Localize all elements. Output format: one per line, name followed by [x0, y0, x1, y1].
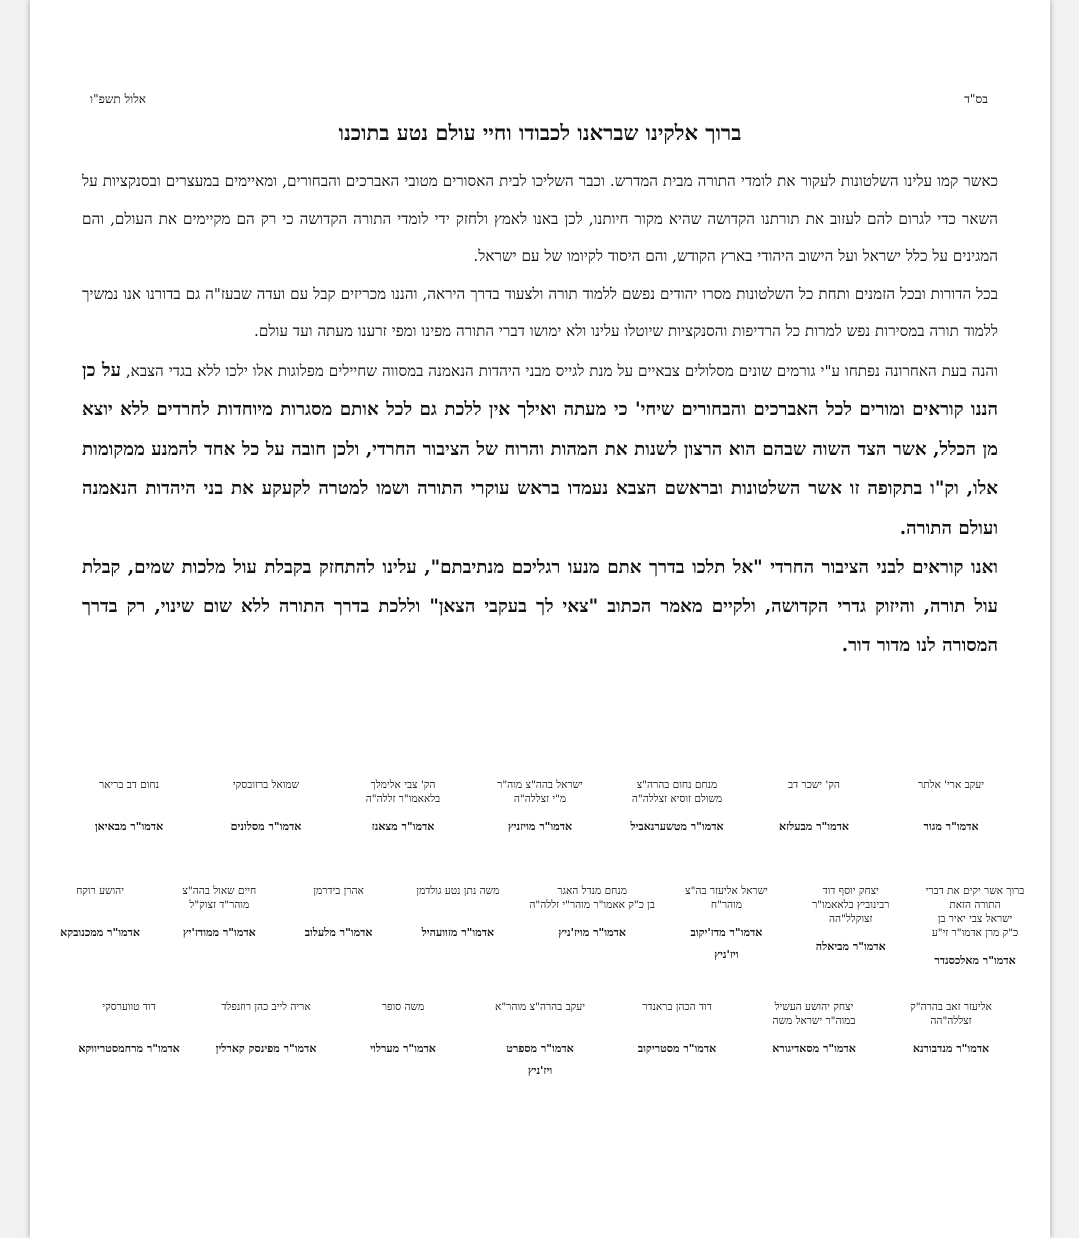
signer-name: יצחק יהושע העשיל במוה"ר ישראל משה	[772, 1001, 856, 1027]
signature-row-2	[50, 884, 1030, 972]
signature	[403, 884, 513, 972]
signature	[920, 884, 1030, 972]
signer-title: אדמו"ר מגור	[923, 820, 979, 833]
signer-title: אדמו"ר מערלוי	[370, 1042, 436, 1055]
paragraph-4: ואנו קוראים לבני הציבור החרדי "אל תלכו בדרך אתם מנעו רגליכם מנתיבתם", עלינו להתחזק בקבלת עול מלכות שמים, קבלת עול תורה, והיזוק גדרי הקדושה, ולקיים מאמר הכתוב "צאי לך בעקבי הצאן" וללכת בדרך התורה ללא שום שינוי, רק בדרך המסורה לנו מדור דור.	[82, 557, 998, 656]
signer-title: אדמו"ר מסאדיגורא	[772, 1042, 856, 1055]
signer-name: אריה לייב כהן רוזנפלד	[221, 1001, 311, 1013]
signer-name: יעקב ארי' אלתר	[918, 779, 984, 791]
paragraph-1: כאשר קמו עלינו השלטונות לעקור את לומדי התורה מבית המדרש. וכבר השליכו לבית האסורים מטובי האברכים והבחורים, ומאיימים במעצרים ובסנקציות על השאר כדי לגרום להם לעזוב את תורתנו הקדושה שהיא מקור חיותנו, לכן באנו לאמץ ולחזק ידי לומדי התורה הקדושה כי רק הם מקיימים את העולם, והם המגינים על כלל ישראל ועל הישוב היהודי בארץ הקודש, והם היסוד לקיומו של עם ישראל.	[82, 172, 998, 265]
signer-title: אדמו"ר מרחמסטריווקא	[78, 1042, 180, 1055]
signature	[164, 884, 274, 972]
signer-title: אדמו"ר מדז'יקוב ויז'ניץ	[690, 926, 763, 961]
signer-name: אליעזר זאב בהרה"ק זצללה"הה	[910, 1001, 992, 1027]
signer-name: ברוך אשר יקים את דברי התורה הזאת ישראל צבי יאיר בן כ"ק מרן אדמו"ר זי"ע	[925, 885, 1025, 939]
paragraph-2: בכל הדורות ובכל הזמנים ותחת כל השלטונות מסרו יהודים נפשם ללמוד תורה ולצעוד בדרך היראה, והננו מכריזים קבל עם ועדה שבעז"ה גם בדורנו אנו נמשיך ללמוד תורה במסירות נפש למרות כל הרדיפות והסנקציות שיוטלו עלינו ולא ימושו דברי התורה מפינו ומפי זרענו מעתה ועד עולם.	[82, 284, 998, 340]
signer-title: אדמו"ר מבעלזא	[779, 820, 849, 833]
header-date: אלול תשפ"ו	[90, 92, 147, 106]
signer-title: אדמו"ר מביאלה	[815, 940, 886, 953]
signer-name: ישראל אליעזר בה"צ מוהר"ח	[685, 885, 768, 911]
signer-title: אדמו"ר מסטריקוב	[637, 1042, 717, 1055]
document-title: ברוך אלקינו שבראנו לכבודו וחיי עולם נטע בתוכנו	[338, 120, 742, 145]
signature-row-1	[70, 778, 1010, 838]
signer-title: אדמו"ר מזוועהיל	[421, 926, 495, 939]
signature	[50, 884, 150, 972]
signer-title: אדמו"ר מטשערנאביל	[630, 820, 724, 833]
paragraph-3	[82, 351, 998, 549]
signer-name: יהושע רוקח	[76, 885, 124, 897]
signature	[344, 778, 462, 838]
header-bsd: בס"ד	[964, 92, 988, 106]
signer-title: אדמו"ר מסלונים	[230, 820, 302, 833]
signer-name: משה סופר	[381, 1001, 425, 1013]
signature	[481, 1000, 599, 1082]
signer-name: מנחם מנדל האגר בן כ"ק אאמו"ר מוהר"י זללה"ה	[529, 885, 655, 911]
signer-title: אדמו"ר מויז'ניץ	[558, 926, 626, 939]
signature-row-3	[70, 1000, 1010, 1082]
signer-name: חיים שאול בהה"צ מוהר"ד זצוק"ל	[182, 885, 257, 911]
signature	[481, 778, 599, 838]
signer-name: אהרן בידרמן	[313, 885, 364, 897]
paragraph-3-emphasis: על כן הננו קוראים ומורים לכל האברכים והבחורים שיחי' כי מעתה ואילך אין ללכת גם לכל אותם מסגרות מיוחדות לחרדים ללא יוצא מן הכלל, אשר הצד השוה שבהם הוא הרצון לשנות את המהות והרוח של הציבור החרדי, ולכן חובה על כל אחד להמנע ממקומות אלו, וק"ו בתקופה זו אשר השלטונות ובראשם הצבא נעמדו בראש עוקרי התורה ושמו למטרה לקעקע את בני היהדות הנאמנה ועולם התורה.	[82, 359, 998, 539]
signature	[527, 884, 657, 972]
signature	[618, 1000, 736, 1082]
signature	[755, 1000, 873, 1082]
paragraph-3-intro: והנה בעת האחרונה נפתחו ע"י גורמים שונים מסלולים צבאיים על מנת לגייס מבני היהדות הנאמנה במסווה שחיילים מפלוגות אלו ילכו ללא בגדי הצבא,	[125, 361, 998, 380]
signature	[207, 1000, 325, 1082]
signer-title: אדמו"ר מפינסק קארלין	[215, 1042, 317, 1055]
signature	[207, 778, 325, 838]
signer-title: אדמו"ר ממכנובקא	[60, 926, 140, 939]
signer-name: שמואל ברזובסקי	[232, 779, 300, 791]
signer-title: אדמו"ר מבאיאן	[94, 820, 164, 833]
signature	[892, 778, 1010, 838]
signature	[70, 1000, 188, 1082]
signer-name: ישראל בהה"צ מוה"ר מ"י זצללה"ה	[497, 779, 583, 805]
document-page	[30, 0, 1050, 1238]
signer-name: הק' צבי אלימלך בלאאמו"ר זללה"ה	[365, 779, 441, 805]
signer-name: יצחק יוסף דוד רבינוביץ בלאאמו"ר זצוקלל"הה	[812, 885, 890, 925]
signature	[796, 884, 906, 972]
signer-title: אדמו"ר מויזניץ	[507, 820, 573, 833]
signer-title: אדמו"ר מספרט ויז'ניץ	[506, 1042, 574, 1077]
signer-name: דוד טווערסקי	[102, 1001, 156, 1013]
signer-title: אדמו"ר מאלכסנדר	[934, 954, 1016, 967]
signer-title: אדמו"ר מלעלוב	[304, 926, 373, 939]
document-body	[82, 163, 998, 665]
signature	[671, 884, 781, 972]
signer-name: נחום דב בריאר	[98, 779, 160, 791]
signer-name: משה נתן נטע גולדמן	[416, 885, 500, 897]
signature	[618, 778, 736, 838]
signer-title: אדמו"ר מצאנז	[371, 820, 435, 833]
signature	[344, 1000, 462, 1082]
signature	[755, 778, 873, 838]
signer-name: דוד הכהן בראנדר	[642, 1001, 712, 1013]
signer-name: הק' ישכר דב	[788, 779, 840, 791]
signer-name: מנחם נחום בהרה"צ משולם זוסיא זצללה"ה	[631, 779, 723, 805]
signer-title: אדמו"ר מנדבורנא	[912, 1042, 990, 1055]
signer-title: אדמו"ר ממודז'יץ	[182, 926, 256, 939]
signature	[289, 884, 389, 972]
signer-name: יעקב בהרה"צ מוהר"א	[495, 1001, 585, 1013]
signature	[892, 1000, 1010, 1082]
signature	[70, 778, 188, 838]
